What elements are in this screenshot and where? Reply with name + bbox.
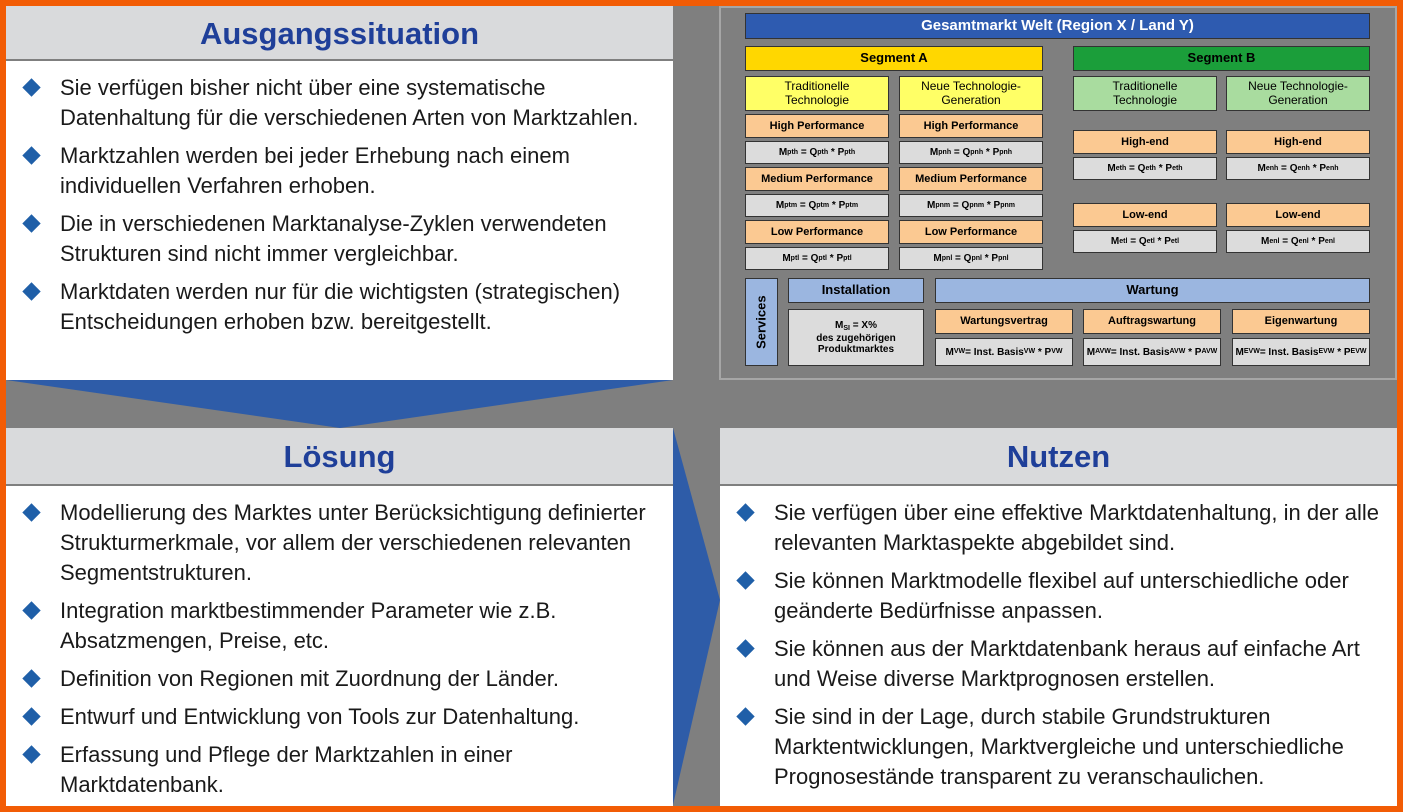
formula-ptm: M ptm = Q ptm * P ptm — [745, 194, 889, 217]
formula-pnm: M pnm = Q pnm * P pnm — [899, 194, 1043, 217]
list-item: Sie sind in der Lage, durch stabile Grundstrukturen Marktentwicklungen, Marktvergleiche und unterschiedliche Prognosestände transparent zu veranschaulichen. — [720, 702, 1383, 792]
wartung-header: Wartung — [935, 278, 1370, 303]
installation-formula-line1: $M_{SI} = X\%$ — [835, 320, 877, 333]
services-label: Services — [745, 278, 778, 366]
segment-b-header: Segment B — [1073, 46, 1370, 71]
nutzen-title: Nutzen — [720, 428, 1397, 486]
segment-a-low-2: Low Performance — [899, 220, 1043, 244]
segment-b-low-2: Low-end — [1226, 203, 1370, 227]
segment-a-col2: Neue Technologie-Generation — [899, 76, 1043, 111]
list-item: Definition von Regionen mit Zuordnung der Länder. — [6, 664, 659, 694]
formula-avw: M AVW = Inst. Basis AVW * P AVW — [1083, 338, 1221, 366]
formula-pnl: M pnl = Q pnl * P pnl — [899, 247, 1043, 270]
segment-b-col1: Traditionelle Technologie — [1073, 76, 1217, 111]
installation-formula-line3: Produktmarktes — [817, 343, 895, 355]
list-item: Modellierung des Marktes unter Berücksichtigung definierter Strukturmerkmale, vor allem der verschiedenen relevanten Segmentstrukturen. — [6, 498, 659, 588]
segment-a-medium-1: Medium Performance — [745, 167, 889, 191]
installation-formula-line2: des zugehörigen — [816, 332, 896, 344]
formula-ptl: M ptl = Q ptl * P ptl — [745, 247, 889, 270]
eigenwartung-box: Eigenwartung — [1232, 309, 1370, 334]
segment-a-header: Segment A — [745, 46, 1043, 71]
list-item: Sie können aus der Marktdatenbank heraus auf einfache Art und Weise diverse Marktprognosen erstellen. — [720, 634, 1383, 694]
segment-b-high-1: High-end — [1073, 130, 1217, 154]
list-item: Sie verfügen über eine effektive Marktdatenhaltung, in der alle relevanten Marktaspekte abgebildet sind. — [720, 498, 1383, 558]
list-item: Marktzahlen werden bei jeder Erhebung nach einem individuellen Verfahren erhoben. — [6, 141, 659, 201]
ausgangssituation-title: Ausgangssituation — [6, 6, 673, 61]
formula-pnh: M pnh = Q pnh * P pnh — [899, 141, 1043, 164]
list-item: Integration marktbestimmender Parameter wie z.B. Absatzmengen, Preise, etc. — [6, 596, 659, 656]
list-item: Entwurf und Entwicklung von Tools zur Datenhaltung. — [6, 702, 659, 732]
segment-a-low-1: Low Performance — [745, 220, 889, 244]
segment-a-high-1: High Performance — [745, 114, 889, 138]
segment-a-col1: Traditionelle Technologie — [745, 76, 889, 111]
formula-evw: M EVW = Inst. Basis EVW * P EVW — [1232, 338, 1370, 366]
list-item: Die in verschiedenen Marktanalyse-Zyklen verwendeten Strukturen sind nicht immer vergleichbar. — [6, 209, 659, 269]
formula-eth: M eth = Q eth * P eth — [1073, 157, 1217, 180]
auftragswartung-box: Auftragswartung — [1083, 309, 1221, 334]
wartungsvertrag-box: Wartungsvertrag — [935, 309, 1073, 334]
list-item: Marktdaten werden nur für die wichtigsten (strategischen) Entscheidungen erhoben bzw. bereitgestellt. — [6, 277, 659, 337]
segment-b-col2: Neue Technologie-Generation — [1226, 76, 1370, 111]
segment-b-high-2: High-end — [1226, 130, 1370, 154]
segment-a-medium-2: Medium Performance — [899, 167, 1043, 191]
formula-enl: M enl = Q enl * P enl — [1226, 230, 1370, 253]
gesamtmarkt-box: Gesamtmarkt Welt (Region X / Land Y) — [745, 13, 1370, 39]
formula-vw: M VW = Inst. Basis VW * P VW — [935, 338, 1073, 366]
formula-enh: M enh = Q enh * P enh — [1226, 157, 1370, 180]
formula-pth: M pth = Q pth * P pth — [745, 141, 889, 164]
formula-etl: M etl = Q etl * P etl — [1073, 230, 1217, 253]
list-item: Sie können Marktmodelle flexibel auf unterschiedliche oder geänderte Bedürfnisse anpassen. — [720, 566, 1383, 626]
segment-b-low-1: Low-end — [1073, 203, 1217, 227]
list-item: Sie verfügen bisher nicht über eine systematische Datenhaltung für die verschiedenen Arten von Marktzahlen. — [6, 73, 659, 133]
list-item: Erfassung und Pflege der Marktzahlen in einer Marktdatenbank. — [6, 740, 659, 800]
segment-a-high-2: High Performance — [899, 114, 1043, 138]
installation-header: Installation — [788, 278, 924, 303]
loesung-title: Lösung — [6, 428, 673, 486]
